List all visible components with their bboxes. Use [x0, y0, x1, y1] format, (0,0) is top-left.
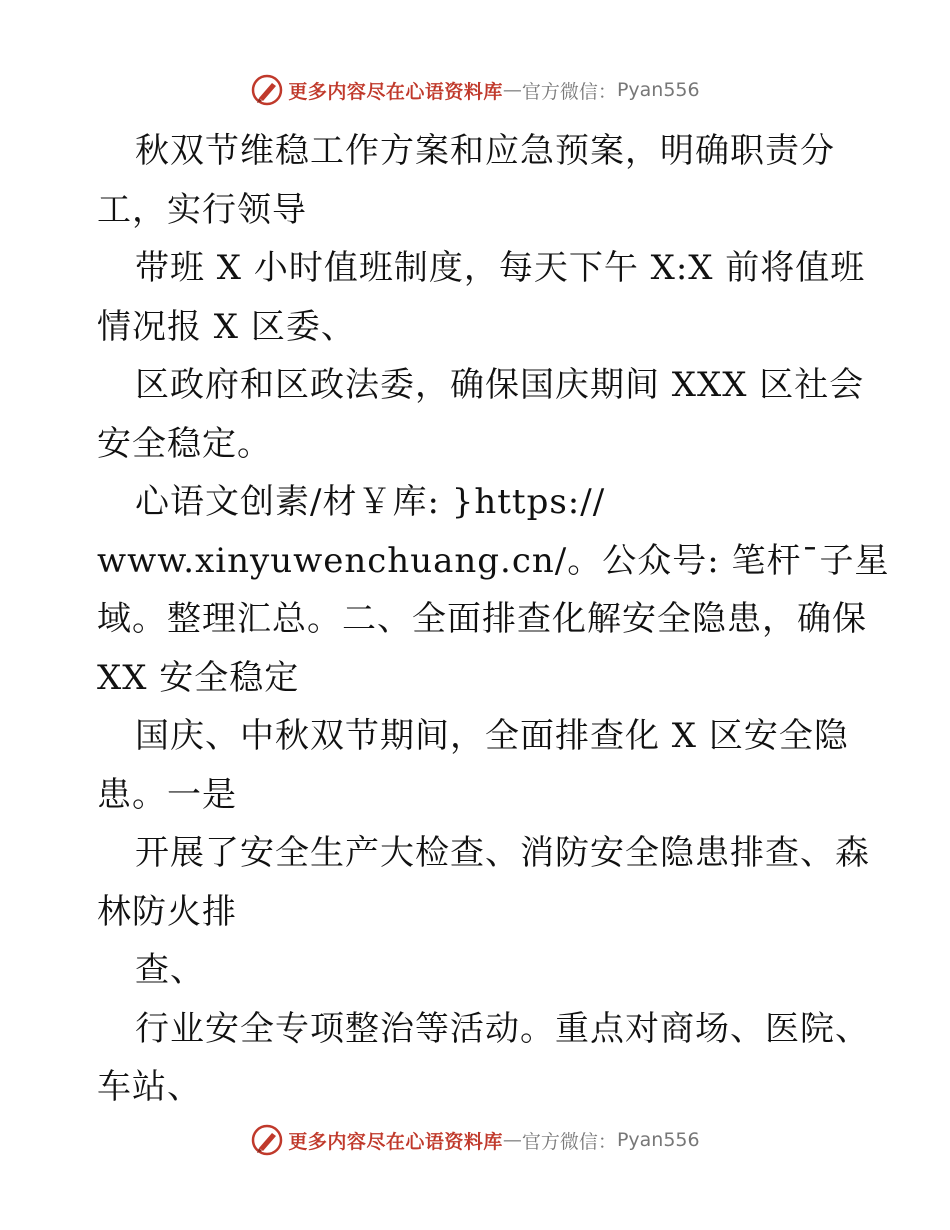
- text-line: 心语文创素/材￥库: }https://: [135, 482, 606, 522]
- banner-site-text: 更多内容尽在心语资料库: [288, 80, 503, 103]
- banner-wechat-label: 官方微信：: [521, 80, 617, 103]
- text-line: 秋双节维稳工作方案和应急预案，明确职责分: [135, 131, 835, 171]
- footer-banner: [0, 1120, 950, 1160]
- text-line: 林防火排: [97, 891, 237, 932]
- text-line: 工，实行领导: [97, 189, 307, 230]
- banner-wechat-id: Pyan556: [616, 1129, 700, 1151]
- text-line: 带班 X 小时值班制度，每天下午 X:X 前将值班: [135, 248, 866, 288]
- pen-logo-icon: [250, 73, 284, 107]
- text-line: 患。一是: [97, 774, 237, 815]
- banner-site-text: 更多内容尽在心语资料库: [288, 1130, 503, 1153]
- text-line: 车站、: [97, 1067, 202, 1107]
- banner-wechat-label: 官方微信：: [521, 1130, 617, 1153]
- text-line: www.xinyuwenchuang.cn/。公众号: 笔杆¯子星: [97, 540, 890, 581]
- text-line: 域。整理汇总。二、全面排查化解安全隐患，确保: [97, 599, 867, 639]
- text-line: 区政府和区政法委，确保国庆期间 XXX 区社会: [135, 365, 865, 405]
- text-line: 行业安全专项整治等活动。重点对商场、医院、: [135, 1008, 870, 1049]
- text-line: XX 安全稳定: [97, 657, 300, 698]
- pen-logo-icon: [250, 1123, 284, 1157]
- header-banner: [0, 70, 950, 110]
- banner-dash: —: [502, 1129, 522, 1151]
- text-line: 国庆、中秋双节期间，全面排查化 X 区安全隐: [135, 716, 849, 756]
- banner-dash: —: [502, 79, 522, 101]
- text-line: 查、: [135, 950, 205, 990]
- banner-wechat-id: Pyan556: [616, 79, 700, 101]
- document-body: [97, 122, 890, 1117]
- text-line: 情况报 X 区委、: [97, 306, 356, 347]
- text-line: 安全稳定。: [97, 423, 272, 464]
- text-line: 开展了安全生产大检查、消防安全隐患排查、森: [135, 833, 870, 873]
